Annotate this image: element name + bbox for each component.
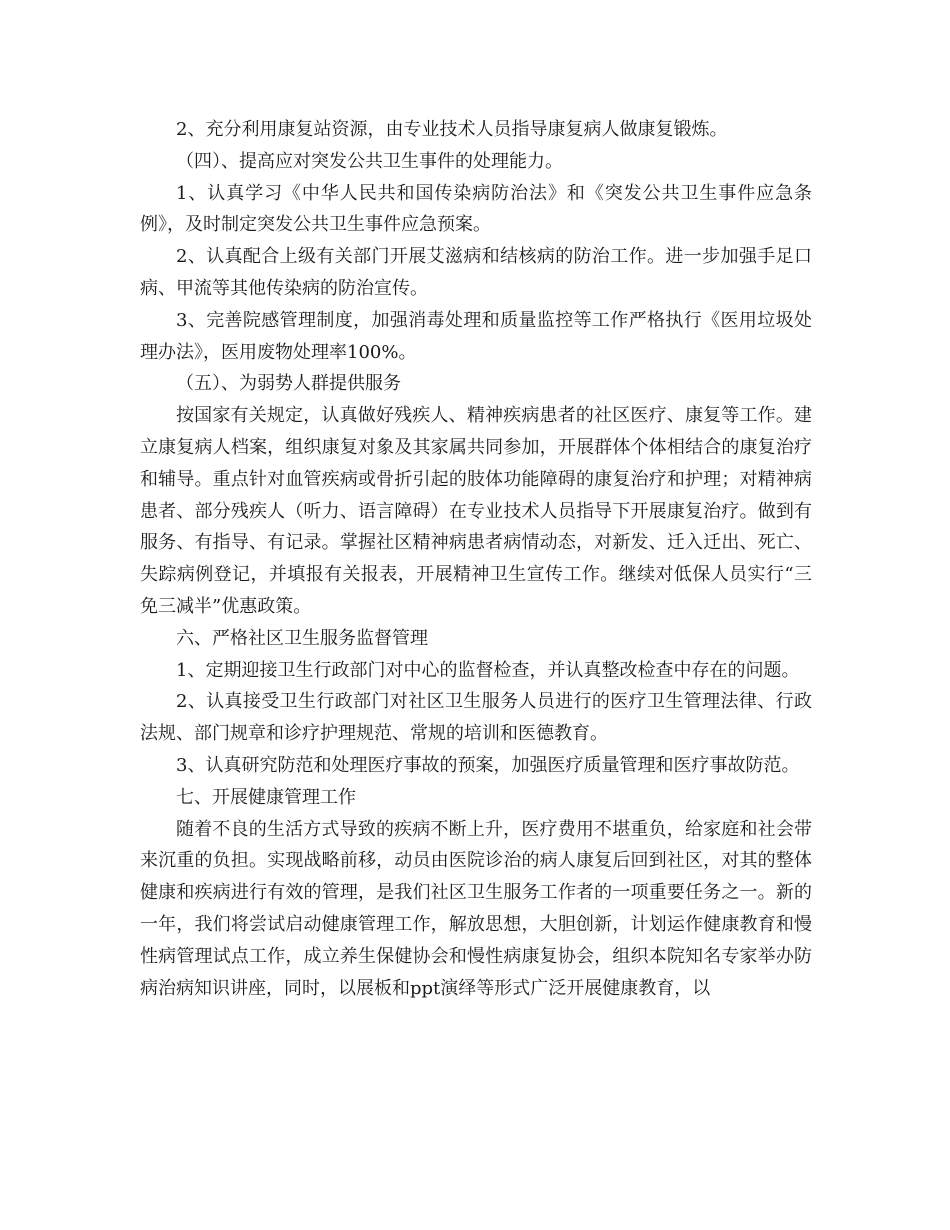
paragraph-aids-tb-prevention: 2、认真配合上级有关部门开展艾滋病和结核病的防治工作。进一步加强手足口病、甲流等其他传染病的防治宣传。	[140, 246, 812, 299]
paragraph-infection-control: 3、完善院感管理制度，加强消毒处理和质量监控等工作严格执行《医用垃圾处理办法》，医用废物处理率100%。	[140, 309, 812, 363]
section-heading-vulnerable-groups: （五）、为弱势人群提供服务	[176, 373, 401, 395]
paragraph-accident-prevention: 3、认真研究防范和处理医疗事故的预案，加强医疗质量管理和医疗事故防范。	[176, 754, 800, 776]
section-heading-health-management: 七、开展健康管理工作	[176, 786, 356, 808]
paragraph-staff-training: 2、认真接受卫生行政部门对社区卫生服务人员进行的医疗卫生管理法律、行政法规、部门规章和诊疗护理规范、常规的培训和医德教育。	[140, 691, 812, 745]
paragraph-supervision-inspection: 1、定期迎接卫生行政部门对中心的监督检查，并认真整改检查中存在的问题。	[176, 659, 800, 681]
section-heading-public-health-emergency: （四）、提高应对突发公共卫生事件的处理能力。	[176, 150, 563, 172]
section-heading-supervision: 六、严格社区卫生服务监督管理	[176, 627, 428, 649]
document-body	[140, 114, 812, 1004]
paragraph-health-management: 随着不良的生活方式导致的疾病不断上升，医疗费用不堪重负，给家庭和社会带来沉重的负担。实现战略前移，动员由医院诊治的病人康复后回到社区，对其的整体健康和疾病进行有效的管理，是我们社区卫生服务工作者的一项重要任务之一。新的一年，我们将尝试启动健康管理工作，解放思想，大胆创新，计划运作健康教育和慢性病管理试点工作，成立养生保健协会和慢性病康复协会，组织本院知名专家举办防病治病知识讲座，同时，以展板和ppt演绎等形式广泛开展健康教育，以	[140, 818, 812, 999]
paragraph-infectious-disease-law: 1、认真学习《中华人民共和国传染病防治法》和《突发公共卫生事件应急条例》，及时制定突发公共卫生事件应急预案。	[140, 182, 812, 236]
paragraph-vulnerable-groups-services: 按国家有关规定，认真做好残疾人、精神疾病患者的社区医疗、康复等工作。建立康复病人档案，组织康复对象及其家属共同参加，开展群体个体相结合的康复治疗和辅导。重点针对血管疾病或骨折引起的肢体功能障碍的康复治疗和护理；对精神病患者、部分残疾人（听力、语言障碍）在专业技术人员指导下开展康复治疗。做到有服务、有指导、有记录。掌握社区精神病患者病情动态，对新发、迁入迁出、死亡、失踪病例登记，并填报有关报表，开展精神卫生宣传工作。继续对低保人员实行“三免三减半”优惠政策。	[140, 405, 812, 617]
paragraph-rehab-station: 2、充分利用康复站资源，由专业技术人员指导康复病人做康复锻炼。	[176, 119, 728, 140]
